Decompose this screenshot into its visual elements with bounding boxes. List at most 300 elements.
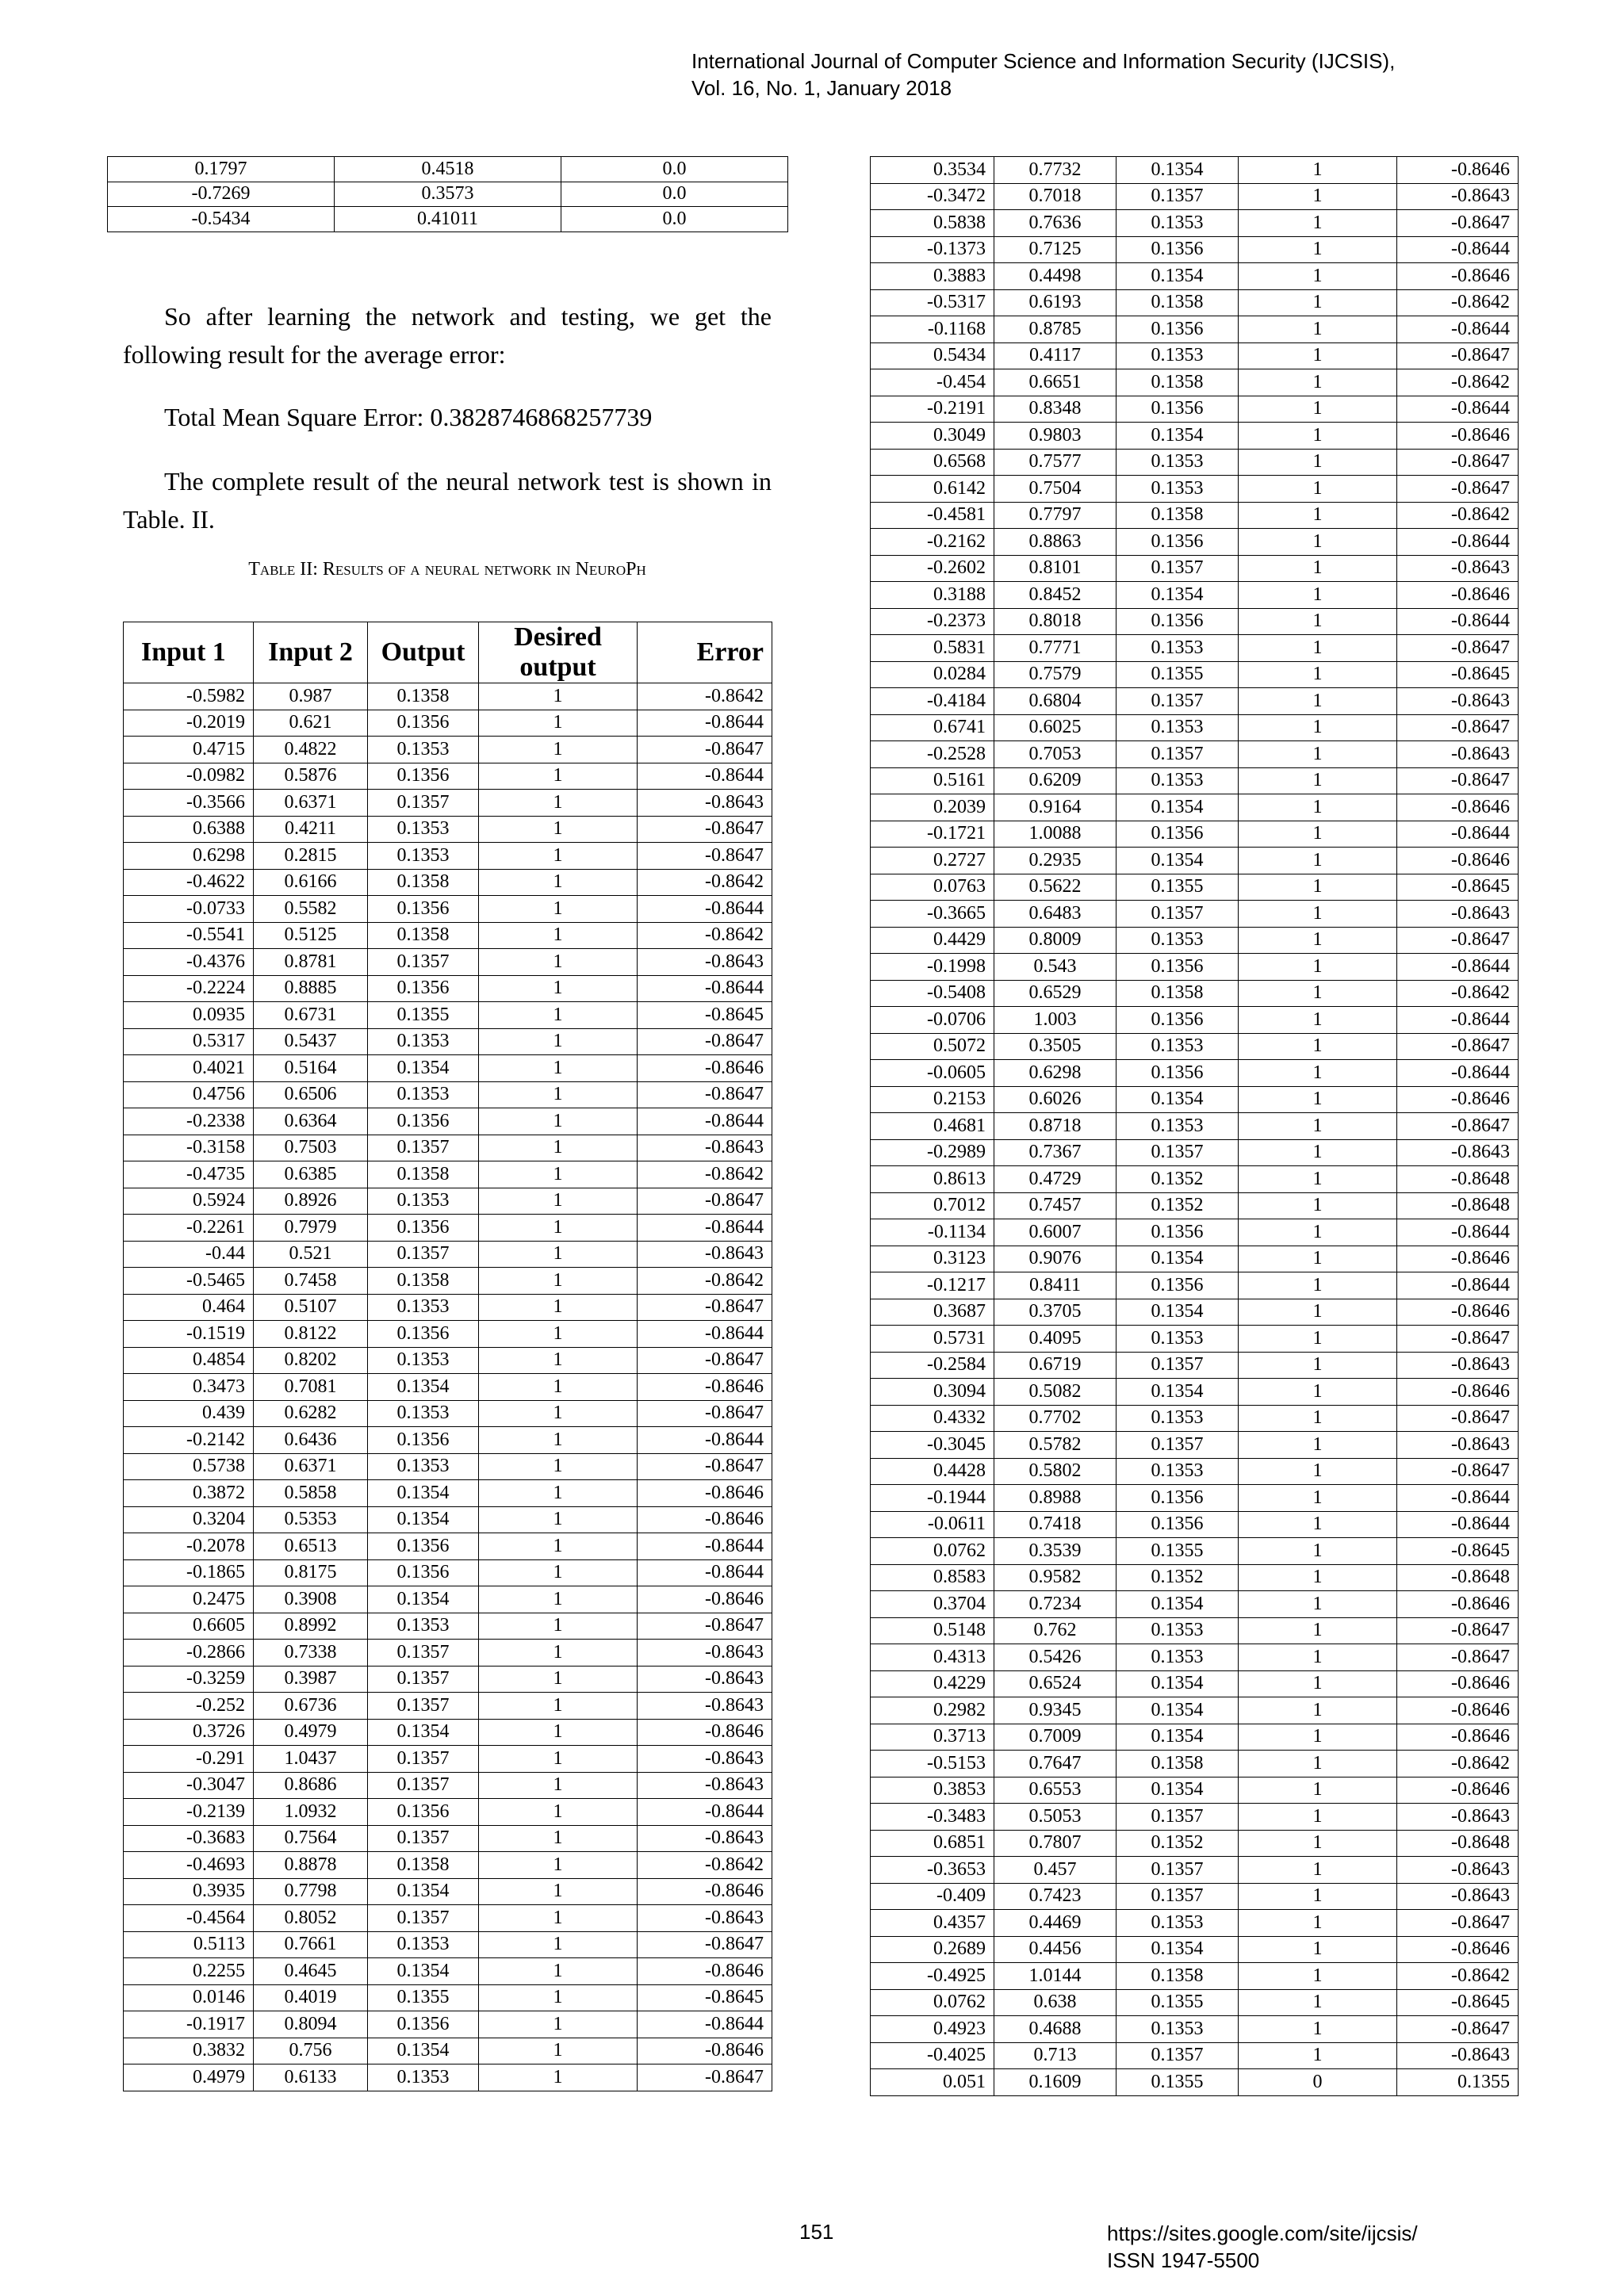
table-cell: -0.8646 bbox=[638, 1374, 772, 1401]
table-cell: 0.1353 bbox=[1116, 1458, 1239, 1485]
table-cell: -0.1944 bbox=[871, 1485, 994, 1512]
total-mse-line: Total Mean Square Error: 0.3828746868257739 bbox=[164, 403, 653, 431]
table-cell: 0.1353 bbox=[368, 1347, 479, 1374]
table-cell: 0.713 bbox=[994, 2042, 1116, 2069]
table-cell: -0.3045 bbox=[871, 1432, 994, 1459]
table-cell: 0.1354 bbox=[1116, 794, 1239, 821]
table-cell: -0.8647 bbox=[1397, 1113, 1519, 1140]
table-cell: -0.3483 bbox=[871, 1804, 994, 1831]
table-cell: 1 bbox=[1239, 741, 1397, 768]
table-row bbox=[124, 1321, 772, 1348]
table-cell: 0.1355 bbox=[368, 1002, 479, 1029]
table-row bbox=[871, 1724, 1519, 1751]
table-cell: -0.8647 bbox=[1397, 476, 1519, 503]
table-row bbox=[871, 1936, 1519, 1963]
table-cell: 0.4211 bbox=[254, 816, 368, 843]
table-continued bbox=[107, 156, 788, 232]
table-cell: 0.7702 bbox=[994, 1405, 1116, 1432]
table-cell: 1.003 bbox=[994, 1007, 1116, 1034]
table-row bbox=[871, 316, 1519, 343]
table-cell: 1 bbox=[1239, 1777, 1397, 1804]
table-cell: 0.6007 bbox=[994, 1219, 1116, 1246]
table-cell: 0.1353 bbox=[368, 843, 479, 870]
table-cell: 0.3505 bbox=[994, 1033, 1116, 1060]
table-cell: -0.8644 bbox=[1397, 1485, 1519, 1512]
table-cell: -0.3566 bbox=[124, 790, 254, 817]
table-cell: 0.5072 bbox=[871, 1033, 994, 1060]
table-cell: -0.8643 bbox=[638, 1135, 772, 1161]
table-cell: 0.1357 bbox=[368, 1135, 479, 1161]
table-cell: 0.5738 bbox=[124, 1453, 254, 1480]
table-cell: 1 bbox=[479, 843, 638, 870]
table-cell: 1 bbox=[479, 1852, 638, 1879]
table-cell: 0.3704 bbox=[871, 1591, 994, 1618]
table-cell: -0.8647 bbox=[638, 843, 772, 870]
table-row bbox=[124, 737, 772, 763]
table-cell: -0.8643 bbox=[638, 1640, 772, 1667]
table-row bbox=[871, 1086, 1519, 1113]
table-row bbox=[871, 1538, 1519, 1565]
table-row bbox=[871, 1326, 1519, 1353]
table-cell: -0.8647 bbox=[1397, 2016, 1519, 2043]
table-cell: -0.8644 bbox=[638, 1427, 772, 1454]
table-cell: 0.6851 bbox=[871, 1830, 994, 1857]
table-cell: 0.0935 bbox=[124, 1002, 254, 1029]
table-cell: 1 bbox=[1239, 1830, 1397, 1857]
table-caption: Table II: Results of a neural network in NeuroPh bbox=[248, 559, 646, 580]
table-cell: 0.7564 bbox=[254, 1825, 368, 1852]
table-cell: -0.8644 bbox=[638, 1321, 772, 1348]
table-cell: -0.8643 bbox=[638, 1666, 772, 1693]
table-cell: 1 bbox=[1239, 1007, 1397, 1034]
table-cell: 0.3935 bbox=[124, 1878, 254, 1905]
table-cell: 0.8052 bbox=[254, 1905, 368, 1932]
table-cell: 0.6133 bbox=[254, 2064, 368, 2091]
table-cell: 1 bbox=[479, 1905, 638, 1932]
table-cell: -0.0605 bbox=[871, 1060, 994, 1087]
table-cell: 0.8613 bbox=[871, 1166, 994, 1193]
table-cell: 0.1353 bbox=[368, 2064, 479, 2091]
table-cell: -0.8647 bbox=[1397, 635, 1519, 662]
table-cell: 0.4456 bbox=[994, 1936, 1116, 1963]
table-cell: 0.1354 bbox=[1116, 1299, 1239, 1326]
table-row bbox=[124, 1984, 772, 2011]
table-cell: 1 bbox=[479, 1108, 638, 1135]
table-cell: 0.0763 bbox=[871, 874, 994, 901]
table-cell: 0.1357 bbox=[368, 949, 479, 976]
table-cell: -0.8647 bbox=[638, 1613, 772, 1640]
table-cell: -0.8648 bbox=[1397, 1830, 1519, 1857]
table-cell: 0.1353 bbox=[1116, 210, 1239, 237]
table-cell: 1 bbox=[1239, 608, 1397, 635]
table-cell: -0.8647 bbox=[1397, 210, 1519, 237]
table-cell: 1 bbox=[479, 922, 638, 949]
table-cell: 0.5582 bbox=[254, 896, 368, 923]
table-cell: 1 bbox=[1239, 848, 1397, 874]
table-row bbox=[871, 1352, 1519, 1379]
table-cell: 1 bbox=[479, 1480, 638, 1507]
table-row bbox=[124, 1666, 772, 1693]
table-cell: -0.8642 bbox=[1397, 369, 1519, 396]
table-cell: 0.5148 bbox=[871, 1617, 994, 1644]
table-cell: -0.8647 bbox=[638, 737, 772, 763]
table-cell: -0.8644 bbox=[638, 763, 772, 790]
table-cell: 0.7661 bbox=[254, 1931, 368, 1958]
table-cell: 0.1357 bbox=[1116, 1804, 1239, 1831]
table-cell: 0.0146 bbox=[124, 1984, 254, 2011]
table-row bbox=[871, 980, 1519, 1007]
table-cell: 0.4756 bbox=[124, 1081, 254, 1108]
table-cell: 0.1357 bbox=[1116, 183, 1239, 210]
table-cell: 0.1353 bbox=[1116, 714, 1239, 741]
table-cell: 0.7771 bbox=[994, 635, 1116, 662]
table-cell: 0.2689 bbox=[871, 1936, 994, 1963]
table-cell: -0.8645 bbox=[1397, 1989, 1519, 2016]
table-cell: -0.8642 bbox=[638, 683, 772, 710]
table-cell: 0.8583 bbox=[871, 1564, 994, 1591]
table-cell: -0.3259 bbox=[124, 1666, 254, 1693]
table-cell: 0.1356 bbox=[368, 763, 479, 790]
table-cell: -0.8643 bbox=[1397, 1139, 1519, 1166]
table-cell: -0.8644 bbox=[1397, 608, 1519, 635]
table-cell: 1 bbox=[1239, 1564, 1397, 1591]
table-cell: 0.638 bbox=[994, 1989, 1116, 2016]
table-cell: 0.1357 bbox=[1116, 1139, 1239, 1166]
table-cell: 0.5317 bbox=[124, 1028, 254, 1055]
table-row bbox=[124, 1108, 772, 1135]
table-cell: 0.2727 bbox=[871, 848, 994, 874]
table-cell: -0.5434 bbox=[108, 207, 335, 232]
table-cell: -0.8647 bbox=[638, 1028, 772, 1055]
table-row bbox=[124, 1613, 772, 1640]
table-cell: 0.762 bbox=[994, 1617, 1116, 1644]
table-cell: -0.8644 bbox=[1397, 529, 1519, 556]
table-cell: 0.4854 bbox=[124, 1347, 254, 1374]
table-cell: 1 bbox=[479, 1878, 638, 1905]
table-cell: 0.1357 bbox=[368, 1693, 479, 1720]
table-cell: -0.8646 bbox=[1397, 1936, 1519, 1963]
table-row bbox=[124, 1135, 772, 1161]
table-cell: 0.1353 bbox=[1116, 767, 1239, 794]
table-cell: -0.5408 bbox=[871, 980, 994, 1007]
table-cell: -0.3665 bbox=[871, 901, 994, 928]
table-cell: -0.2019 bbox=[124, 710, 254, 737]
table-cell: -0.8643 bbox=[638, 790, 772, 817]
table-row bbox=[124, 1161, 772, 1188]
table-cell: 0.1358 bbox=[368, 1852, 479, 1879]
table-cell: -0.0733 bbox=[124, 896, 254, 923]
table-cell: 0.6483 bbox=[994, 901, 1116, 928]
table-row bbox=[124, 1188, 772, 1215]
table-cell: -0.3653 bbox=[871, 1857, 994, 1884]
table-cell: -0.8646 bbox=[1397, 157, 1519, 184]
table-cell: 0.1352 bbox=[1116, 1564, 1239, 1591]
table-cell: 0.1353 bbox=[1116, 1113, 1239, 1140]
table-cell: -0.8646 bbox=[1397, 1591, 1519, 1618]
table-cell: 0.1353 bbox=[1116, 1326, 1239, 1353]
table-cell: -0.8642 bbox=[1397, 980, 1519, 1007]
table-cell: -0.8644 bbox=[1397, 1272, 1519, 1299]
table-row bbox=[871, 1617, 1519, 1644]
table-cell: 1 bbox=[1239, 1724, 1397, 1751]
table-cell: 1 bbox=[1239, 183, 1397, 210]
table-cell: 0.6719 bbox=[994, 1352, 1116, 1379]
table-cell: 0.1353 bbox=[1116, 1910, 1239, 1937]
table-cell: 0.1357 bbox=[368, 790, 479, 817]
table-cell: 0.1354 bbox=[368, 1958, 479, 1985]
table-row bbox=[124, 1878, 772, 1905]
table-cell: 0.3123 bbox=[871, 1246, 994, 1272]
table-row bbox=[124, 1693, 772, 1720]
table-cell: -0.5982 bbox=[124, 683, 254, 710]
table-cell: 1 bbox=[1239, 1272, 1397, 1299]
table-cell: 0.1357 bbox=[368, 1825, 479, 1852]
table-cell: -0.8647 bbox=[1397, 1033, 1519, 1060]
table-cell: 0.6741 bbox=[871, 714, 994, 741]
table-cell: 0.8348 bbox=[994, 396, 1116, 423]
table-cell: 0.4715 bbox=[124, 737, 254, 763]
table-cell: 0.1353 bbox=[368, 1028, 479, 1055]
table-cell: 0.1355 bbox=[1116, 1538, 1239, 1565]
table-cell: 0.3853 bbox=[871, 1777, 994, 1804]
table-cell: -0.8643 bbox=[1397, 1352, 1519, 1379]
table-cell: 0.6513 bbox=[254, 1533, 368, 1560]
table-cell: -0.8647 bbox=[1397, 1405, 1519, 1432]
table-cell: -0.8646 bbox=[1397, 582, 1519, 609]
table-row bbox=[124, 1533, 772, 1560]
table-cell: 1 bbox=[1239, 954, 1397, 981]
table-cell: 1 bbox=[479, 1268, 638, 1295]
table-cell: 0.5731 bbox=[871, 1326, 994, 1353]
table-cell: -0.8645 bbox=[1397, 661, 1519, 688]
table-cell: 0.4095 bbox=[994, 1326, 1116, 1353]
table-cell: -0.8646 bbox=[638, 1878, 772, 1905]
table-cell: 0.1354 bbox=[368, 1374, 479, 1401]
table-cell: -0.8646 bbox=[1397, 1697, 1519, 1724]
table-cell: 0.1358 bbox=[1116, 980, 1239, 1007]
table-cell: 1 bbox=[1239, 927, 1397, 954]
table-row bbox=[871, 236, 1519, 263]
table-cell: 1 bbox=[1239, 767, 1397, 794]
table-cell: -0.8648 bbox=[1397, 1166, 1519, 1193]
table-cell: -0.8643 bbox=[1397, 2042, 1519, 2069]
table-cell: 1 bbox=[479, 737, 638, 763]
table-cell: 0.1354 bbox=[1116, 1246, 1239, 1272]
table-cell: 0.7458 bbox=[254, 1268, 368, 1295]
table-cell: 0.6553 bbox=[994, 1777, 1116, 1804]
table-cell: 0.7797 bbox=[994, 502, 1116, 529]
table-cell: 0.7367 bbox=[994, 1139, 1116, 1166]
table-cell: 0.7053 bbox=[994, 741, 1116, 768]
table-cell: -0.1519 bbox=[124, 1321, 254, 1348]
table-cell: 0.1353 bbox=[368, 1294, 479, 1321]
table-row bbox=[871, 1591, 1519, 1618]
table-cell: 0.6371 bbox=[254, 790, 368, 817]
table-cell: 0.1356 bbox=[368, 1321, 479, 1348]
table-cell: 1 bbox=[1239, 449, 1397, 476]
table-cell: -0.8642 bbox=[638, 1852, 772, 1879]
table-cell: 0.1353 bbox=[368, 1081, 479, 1108]
table-cell: -0.8642 bbox=[1397, 1963, 1519, 1990]
table-cell: 0.1358 bbox=[1116, 502, 1239, 529]
table-cell: 0.1352 bbox=[1116, 1166, 1239, 1193]
table-cell: -0.8643 bbox=[1397, 688, 1519, 715]
table-row bbox=[124, 1002, 772, 1029]
table-cell: 0.1358 bbox=[368, 869, 479, 896]
table-cell: 0.4021 bbox=[124, 1055, 254, 1082]
table-row bbox=[871, 1166, 1519, 1193]
table-cell: 1 bbox=[1239, 1751, 1397, 1777]
table-cell: -0.8644 bbox=[1397, 1511, 1519, 1538]
table-row bbox=[871, 183, 1519, 210]
table-row bbox=[124, 1374, 772, 1401]
table-cell: 0.1353 bbox=[1116, 2016, 1239, 2043]
table-cell: -0.8643 bbox=[1397, 1857, 1519, 1884]
table-cell: 0.5437 bbox=[254, 1028, 368, 1055]
table-cell: -0.2191 bbox=[871, 396, 994, 423]
table-cell: 0.7234 bbox=[994, 1591, 1116, 1618]
table-row bbox=[124, 975, 772, 1002]
header-error: Error bbox=[638, 622, 772, 683]
table-cell: 0.0 bbox=[561, 182, 788, 207]
table-cell: 0.5353 bbox=[254, 1506, 368, 1533]
table-cell: 0.8094 bbox=[254, 2011, 368, 2038]
table-row bbox=[871, 582, 1519, 609]
table-cell: 0.7125 bbox=[994, 236, 1116, 263]
table-cell: 0.464 bbox=[124, 1294, 254, 1321]
table-row bbox=[124, 1640, 772, 1667]
table-cell: -0.8647 bbox=[638, 1400, 772, 1427]
table-row bbox=[871, 1644, 1519, 1671]
table-cell: 0.1609 bbox=[994, 2069, 1116, 2096]
table-cell: -0.8646 bbox=[638, 1719, 772, 1746]
table-cell: -0.0611 bbox=[871, 1511, 994, 1538]
table-cell: 1 bbox=[479, 816, 638, 843]
table-cell: 0.3705 bbox=[994, 1299, 1116, 1326]
table-cell: 0.1353 bbox=[1116, 1617, 1239, 1644]
table-cell: 0.1357 bbox=[1116, 901, 1239, 928]
table-cell: 0.1354 bbox=[368, 2038, 479, 2064]
table-cell: -0.8647 bbox=[638, 1931, 772, 1958]
table-cell: 0.1354 bbox=[368, 1586, 479, 1613]
table-cell: 1 bbox=[479, 1799, 638, 1826]
table-cell: 0.5053 bbox=[994, 1804, 1116, 1831]
table-cell: -0.8646 bbox=[1397, 1086, 1519, 1113]
table-cell: -0.4184 bbox=[871, 688, 994, 715]
table-cell: -0.1168 bbox=[871, 316, 994, 343]
table-row bbox=[871, 1485, 1519, 1512]
table-row bbox=[124, 683, 772, 710]
table-row bbox=[871, 396, 1519, 423]
table-cell: 1 bbox=[479, 1825, 638, 1852]
table-cell: 0.5434 bbox=[871, 342, 994, 369]
table-cell: -0.8646 bbox=[1397, 1299, 1519, 1326]
table-row bbox=[124, 1719, 772, 1746]
table-cell: 0.0762 bbox=[871, 1989, 994, 2016]
table-cell: -0.8647 bbox=[638, 1081, 772, 1108]
table-cell: 0.7081 bbox=[254, 1374, 368, 1401]
table-cell: 0.1354 bbox=[368, 1055, 479, 1082]
table-cell: -0.8644 bbox=[638, 1215, 772, 1242]
table-cell: -0.8646 bbox=[638, 1586, 772, 1613]
header-input-2: Input 2 bbox=[254, 622, 368, 683]
table-cell: 0.1356 bbox=[368, 1559, 479, 1586]
table-cell: -0.8644 bbox=[1397, 1219, 1519, 1246]
paragraph-table-reference: The complete result of the neural network test is shown in Table. II. bbox=[123, 467, 772, 534]
table-cell: -0.2338 bbox=[124, 1108, 254, 1135]
table-row bbox=[871, 1219, 1519, 1246]
table-cell: 0.1357 bbox=[368, 1640, 479, 1667]
table-cell: 1 bbox=[1239, 289, 1397, 316]
table-cell: 0.1353 bbox=[1116, 476, 1239, 503]
table-cell: 1 bbox=[1239, 1989, 1397, 2016]
table-cell: -0.8646 bbox=[638, 1480, 772, 1507]
table-cell: -0.8647 bbox=[1397, 1326, 1519, 1353]
table-cell: 0.1357 bbox=[1116, 1352, 1239, 1379]
table-cell: 0.5113 bbox=[124, 1931, 254, 1958]
table-cell: 1 bbox=[1239, 1538, 1397, 1565]
table-cell: 0.1355 bbox=[1397, 2069, 1519, 2096]
table-cell: 0.6568 bbox=[871, 449, 994, 476]
table-cell: 0.6506 bbox=[254, 1081, 368, 1108]
table-cell: 1 bbox=[1239, 1511, 1397, 1538]
table-cell: 0.5164 bbox=[254, 1055, 368, 1082]
table-cell: 1 bbox=[479, 1559, 638, 1586]
table-cell: 0.8122 bbox=[254, 1321, 368, 1348]
table-cell: 0.7503 bbox=[254, 1135, 368, 1161]
table-cell: 0.3832 bbox=[124, 2038, 254, 2064]
table-cell: 0.521 bbox=[254, 1241, 368, 1268]
table-cell: 0.1356 bbox=[1116, 1272, 1239, 1299]
table-cell: 0.7012 bbox=[871, 1192, 994, 1219]
table-row bbox=[871, 263, 1519, 290]
table-row bbox=[871, 1883, 1519, 1910]
table-cell: 0.8175 bbox=[254, 1559, 368, 1586]
table-cell: 1 bbox=[479, 1984, 638, 2011]
table-row bbox=[124, 1400, 772, 1427]
table-cell: 0.1356 bbox=[1116, 1060, 1239, 1087]
table-cell: 0.1355 bbox=[1116, 2069, 1239, 2096]
table-cell: 0.1353 bbox=[1116, 449, 1239, 476]
table-cell: -0.4581 bbox=[871, 502, 994, 529]
table-cell: 0.3883 bbox=[871, 263, 994, 290]
table-cell: -0.8644 bbox=[638, 1533, 772, 1560]
table-cell: 1.0437 bbox=[254, 1746, 368, 1773]
table-row bbox=[108, 157, 788, 182]
table-cell: 0.6385 bbox=[254, 1161, 368, 1188]
table-cell: -0.8642 bbox=[1397, 1751, 1519, 1777]
table-cell: -0.8642 bbox=[638, 1268, 772, 1295]
table-cell: 0.3908 bbox=[254, 1586, 368, 1613]
table-cell: -0.8648 bbox=[1397, 1564, 1519, 1591]
table-cell: 0.4498 bbox=[994, 263, 1116, 290]
table-cell: 0.3473 bbox=[124, 1374, 254, 1401]
table-cell: 1 bbox=[479, 1719, 638, 1746]
table-cell: 0.4688 bbox=[994, 2016, 1116, 2043]
table-row bbox=[124, 2011, 772, 2038]
table-cell: 0.1357 bbox=[1116, 741, 1239, 768]
table-cell: 0.3573 bbox=[335, 182, 561, 207]
table-row bbox=[871, 741, 1519, 768]
table-row bbox=[124, 1931, 772, 1958]
table-row bbox=[871, 2016, 1519, 2043]
header-input-1: Input 1 bbox=[124, 622, 254, 683]
table-cell: -0.8643 bbox=[638, 1905, 772, 1932]
table-cell: 1 bbox=[479, 1002, 638, 1029]
table-cell: 1 bbox=[479, 1931, 638, 1958]
table-row bbox=[108, 182, 788, 207]
table-cell: -0.0706 bbox=[871, 1007, 994, 1034]
